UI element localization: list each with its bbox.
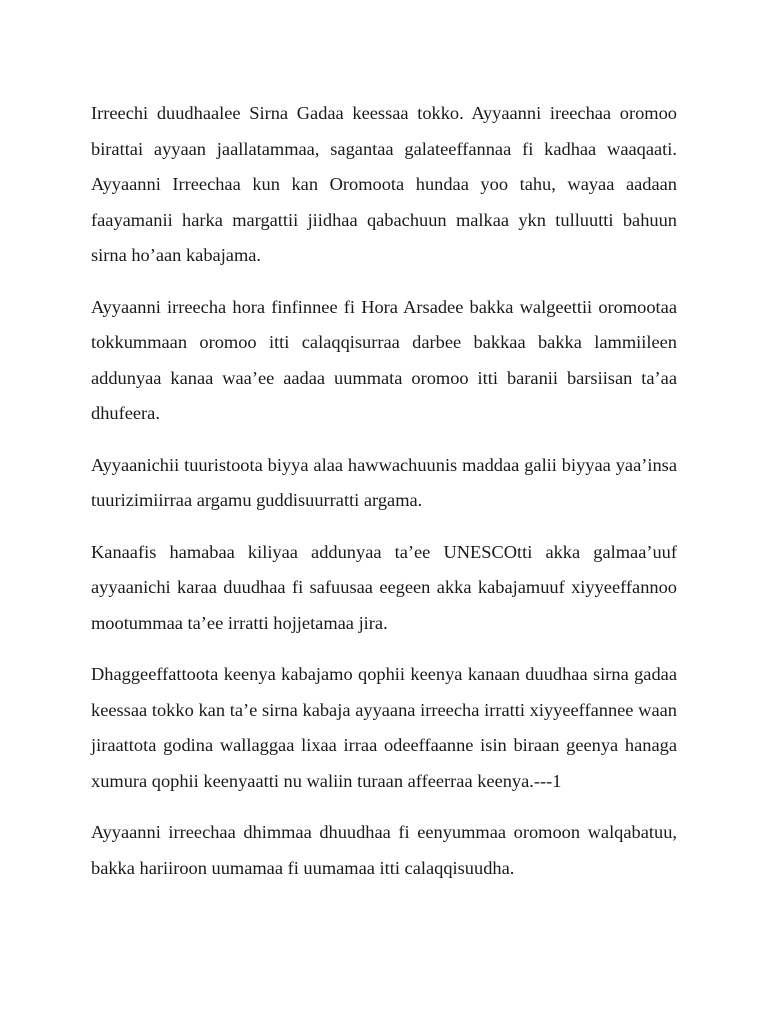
paragraph-6: Ayyaanni irreechaa dhimmaa dhuudhaa fi eenyummaa oromoon walqabatuu, bakka hariiroon uumamaa fi uumamaa itti calaqqisuudha. (91, 822, 677, 878)
paragraph-1: Irreechi duudhaalee Sirna Gadaa keessaa tokko. Ayyaanni ireechaa oromoo birattai ayyaan jaallatammaa, sagantaa galateeffannaa fi kadhaa waaqaati. Ayyaanni Irreechaa kun kan Oromoota hundaa yoo tahu, wayaa aadaan faayamanii harka margattii jiidhaa qabachuun malkaa ykn tulluutti bahuun sirna ho’aan kabajama. (91, 103, 677, 265)
document-page (91, 96, 677, 902)
paragraph-3: Ayyaanichii tuuristoota biyya alaa hawwachuunis maddaa galii biyyaa yaa’insa tuurizimiirraa argamu guddisuurratti argama. (91, 454, 677, 510)
paragraph-2: Ayyaanni irreecha hora finfinnee fi Hora Arsadee bakka walgeettii oromootaa tokkummaan oromoo itti calaqqisurraa darbee bakkaa bakka lammiileen addunyaa kanaa waa’ee aadaa uummata oromoo itti baranii barsiisan ta’aa dhufeera. (91, 296, 677, 423)
paragraph-5: Dhaggeeffattoota keenya kabajamo qophii keenya kanaan duudhaa sirna gadaa keessaa tokko kan ta’e sirna kabaja ayyaana irreecha irratti xiyyeeffannee waan jiraattota godina wallaggaa lixaa irraa odeeffaanne isin biraan geenya hanaga xumura qophii keenyaatti nu waliin turaan affeerraa keenya.---1 (91, 664, 677, 791)
paragraph-4: Kanaafis hamabaa kiliyaa addunyaa ta’ee UNESCOtti akka galmaa’uuf ayyaanichi karaa duudhaa fi safuusaa eegeen akka kabajamuuf xiyyeeffannoo mootummaa ta’ee irratti hojjetamaa jira. (91, 541, 677, 633)
